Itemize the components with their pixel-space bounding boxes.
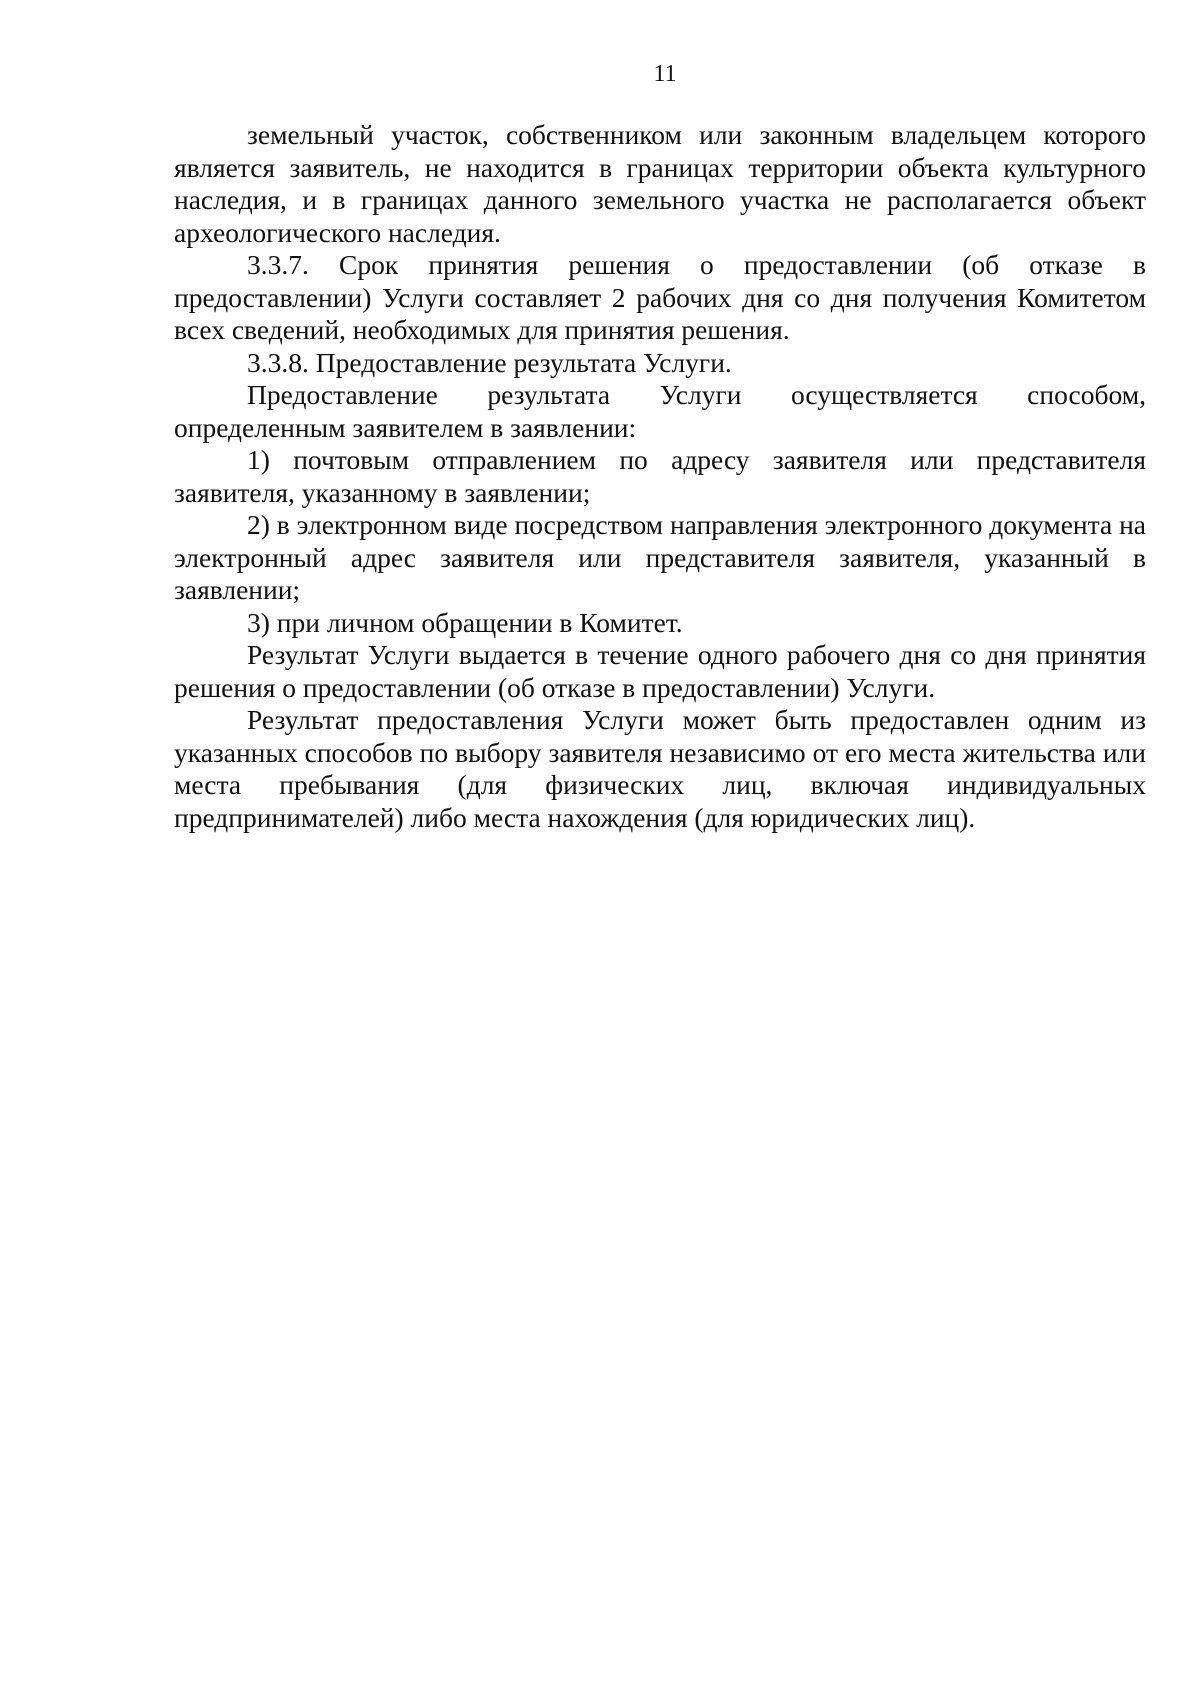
paragraph-land-plot: земельный участок, собственником или законным владельцем которого является заявитель, не находится в границах территории объекта культурного наследия, и в границах данного земельного участка не располагается объект археологического наследия. xyxy=(174,119,1146,248)
list-item-postal: 1) почтовым отправлением по адресу заявителя или представителя заявителя, указанному в заявлении; xyxy=(174,444,1146,508)
document-body xyxy=(174,119,1146,834)
list-item-in-person: 3) при личном обращении в Комитет. xyxy=(247,606,683,638)
list-item-electronic: 2) в электронном виде посредством направления электронного документа на электронный адрес заявителя или представителя заявителя, указанный в заявлении; xyxy=(174,509,1146,605)
paragraph-result-choice: Результат предоставления Услуги может быть предоставлен одним из указанных способов по выбору заявителя независимо от его места жительства или места пребывания (для физических лиц, включая индивидуальных предпринимателей) либо места нахождения (для юридических лиц). xyxy=(174,704,1146,833)
paragraph-issue-deadline: Результат Услуги выдается в течение одного рабочего дня со дня принятия решения о предоставлении (об отказе в предоставлении) Услуги. xyxy=(174,639,1146,703)
page-number: 11 xyxy=(653,61,677,87)
paragraph-3-3-7: 3.3.7. Срок принятия решения о предоставлении (об отказе в предоставлении) Услуги составляет 2 рабочих дня со дня получения Комитетом всех сведений, необходимых для принятия решения. xyxy=(174,249,1146,345)
paragraph-3-3-8: 3.3.8. Предоставление результата Услуги. xyxy=(247,346,732,378)
paragraph-result-method: Предоставление результата Услуги осуществляется способом, определенным заявителем в заявлении: xyxy=(174,379,1146,443)
